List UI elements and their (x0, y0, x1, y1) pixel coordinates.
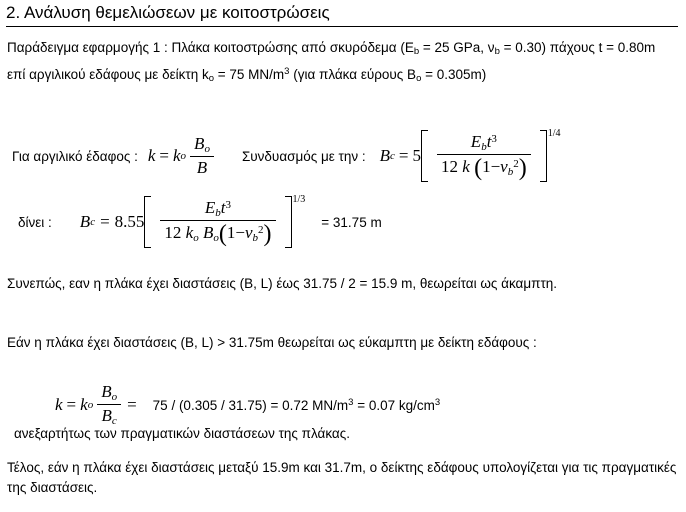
fraction-eb-t3 (437, 132, 531, 180)
equation-row-2 (18, 196, 382, 248)
page-title: 2. Ανάλυση θεμελιώσεων με κοιτοστρώσεις (6, 3, 330, 22)
consequence-paragraph: Συνεπώς, εαν η πλάκα έχει διαστάσεις (B, L) έως 31.75 / 2 = 15.9 m, θεωρείται ως άκαμπτη. (7, 276, 558, 291)
fraction-numerator (97, 382, 121, 404)
equals-sign: = (66, 394, 77, 414)
t-exponent: 3 (491, 133, 497, 145)
fraction-numerator (190, 134, 214, 156)
flexible-line1: Εάν η πλάκα έχει διαστάσεις (B, L) > 31.75m θεωρείται ως εύκαμπτη με δείκτη (7, 335, 475, 350)
intro-line1-sub: b (413, 46, 420, 57)
bc-symbol: B (79, 212, 91, 231)
ko-symbol: k (173, 146, 181, 165)
intro-line1-b: = 25 GPa, ν (419, 40, 495, 55)
intro-line2-sup: 3 (284, 66, 290, 77)
bc-symbol: B (379, 146, 391, 165)
k-symbol: k (462, 156, 470, 176)
intro-paragraph (7, 38, 667, 89)
clay-soil-label: Για αργιλικό έδαφος : (12, 148, 138, 164)
nu-subscript: b (507, 165, 514, 178)
combination-label: Συνδυασμός με την : (241, 148, 366, 164)
final-paragraph (7, 458, 677, 498)
intro-line2-sub: o (208, 73, 214, 84)
intro-line3-sub: o (416, 73, 422, 84)
bc-symbol: B (101, 406, 112, 425)
intro-line1-sub2: b (494, 46, 500, 57)
k-symbol: k (55, 394, 63, 414)
equation-bc-quarter: B c = 5 $\frac{Ebt^3}{12 k (1-\nu b^2)}$ 1/4 (379, 128, 561, 181)
bo-subscript: o (111, 391, 118, 403)
fraction-bo-b (190, 134, 214, 178)
intro-line2-b: = 75 MN/m (214, 67, 285, 82)
bo-symbol: B (101, 382, 112, 401)
k-result-a: 75 / (0.305 / 31.75) = 0.72 MN/m (152, 397, 349, 413)
intro-line2-c: (για πλάκα (289, 67, 358, 82)
flexible-paragraph (7, 333, 667, 353)
k-result-b: = 0.07 kg/cm (353, 397, 435, 413)
eb-symbol: E (204, 198, 216, 217)
title-divider (6, 26, 678, 27)
equation-row-3 (55, 382, 440, 427)
independent-paragraph: ανεξαρτήτως των πραγματικών διαστάσεων της πλάκας. (14, 426, 350, 441)
bc-subscript: c (90, 216, 96, 228)
bo-subscript: o (204, 143, 210, 155)
nu-exponent: 2 (513, 157, 519, 170)
bc-subscript: c (390, 150, 395, 162)
bracket-exponent-2: 1/3 (292, 194, 306, 205)
nu-subscript: b (252, 231, 258, 244)
bo-symbol: B (194, 134, 205, 153)
bracket-inner-1 (424, 130, 544, 182)
equals-sign-2: = (127, 394, 137, 414)
k-numeric-result (153, 397, 441, 413)
equation-k-bo-bc (55, 382, 137, 427)
ko-symbol: k (185, 222, 194, 242)
fraction-denominator: B (196, 158, 208, 177)
ko-subscript: o (193, 231, 199, 244)
ko-subscript: o (180, 150, 187, 162)
ko-symbol: k (80, 394, 88, 414)
final-line1: Τέλος, εάν η πλάκα έχει διαστάσεις μεταξύ 15.9m και 31.7m, ο δείκτης εδάφους (7, 460, 479, 475)
coefficient-855: 8.55 (114, 212, 145, 231)
eb-subscript: b (215, 207, 221, 219)
nu-symbol: ν (500, 156, 508, 176)
equals-sign: = (159, 146, 169, 165)
flexible-line2: εδάφους : (477, 335, 537, 350)
t-symbol: t (486, 132, 492, 151)
equation-row-1 (12, 130, 560, 182)
coefficient-5: 5 (412, 146, 422, 165)
k-symbol: k (147, 146, 156, 165)
intro-line3-b: = 0.305m) (421, 67, 487, 82)
gives-label: δίνει : (18, 214, 52, 230)
fraction-denominator: 12 k $(1-\nu b^2)$ (441, 155, 527, 181)
intro-line1-c: = (499, 40, 512, 55)
t-symbol: t (220, 198, 226, 217)
fraction-numerator (467, 132, 501, 154)
bo-symbol: B (202, 222, 214, 242)
twelve: 12 (164, 222, 182, 242)
bo-subscript: o (213, 231, 219, 244)
nu-exponent: 2 (258, 223, 264, 236)
final-line2: υπολογίζεται για τις πραγματικές της διαστάσεις. (7, 460, 677, 495)
equation-bc-third: B c = 8.55 $\frac{Ebt^3}{12 ko Bo(1-\nu b^2)}$ 1/3 (79, 194, 306, 247)
bracket-group-1 (421, 130, 547, 182)
title-block (6, 2, 680, 27)
bc-result: = 31.75 m (321, 214, 382, 230)
fraction-bo-bc (97, 382, 121, 427)
bracket-inner-2 (147, 196, 288, 248)
intro-line3-a: εύρους B (360, 67, 417, 82)
bracket-exponent-1: 1/4 (547, 128, 561, 139)
fraction-denominator: 12 ko $Bo(1-\nu b^2)$ (164, 221, 272, 247)
fraction-eb-t3-2 (160, 198, 275, 246)
twelve: 12 (441, 156, 459, 176)
k-result-sup: 3 (348, 396, 354, 408)
fraction-numerator (201, 198, 235, 220)
bc-subscript: c (111, 415, 117, 427)
t-exponent: 3 (225, 199, 232, 211)
ko-subscript: o (87, 398, 94, 411)
k-result-sup2: 3 (434, 396, 441, 408)
bracket-group-2 (144, 196, 291, 248)
intro-line1-a: Παράδειγμα εφαρμογής 1 : Πλάκα κοιτοστρώσης από σκυρόδεμα (E (7, 40, 414, 55)
eb-subscript: b (481, 141, 487, 153)
nu-symbol: ν (244, 222, 253, 242)
intro-line2-a: 0.30) πάχους t = 0.80m επί αργιλικού εδάφους με δείκτη k (7, 40, 656, 82)
equation-k-formula (148, 134, 218, 178)
eb-symbol: E (470, 132, 482, 151)
